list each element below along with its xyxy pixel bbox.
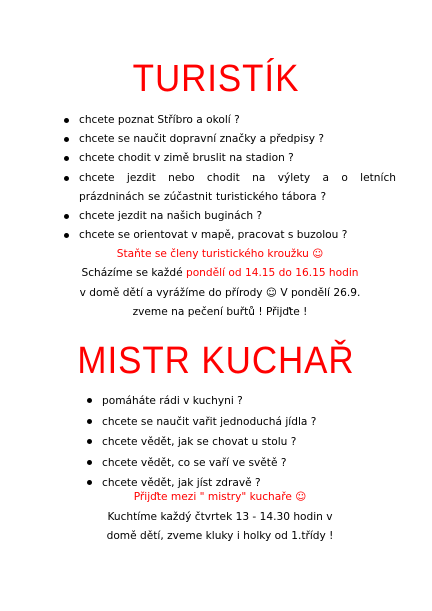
list-item: chcete se naučit vařit jednoduchá jídla ? [85, 412, 375, 433]
list-item: chcete se naučit dopravní značky a předpisy ? [62, 130, 396, 149]
list-item: chcete se orientovat v mapě, pracovat s buzolou ? [62, 226, 396, 245]
turistik-meeting-line [40, 264, 400, 283]
turistik-place-line: v domě dětí a vyrážíme do přírody ☺ V pondělí 26.9. [79, 286, 361, 299]
list-item: chcete vědět, jak jíst zdravě ? [85, 473, 375, 494]
list-item: chcete jezdit na našich buginách ? [62, 207, 396, 226]
list-item: chcete poznat Stříbro a okolí ? [62, 111, 396, 130]
kuchar-schedule-line: Kuchtíme každý čtvrtek 13 - 14.30 hodin v [107, 510, 333, 523]
list-item: pomáháte rádi v kuchyni ? [85, 391, 375, 412]
list-item: chcete jezdit nebo chodit na výlety a o letních prázdninách se zúčastnit turistického tábora ? [62, 169, 396, 207]
turistik-event-line: zveme na pečení buřtů ! Přijďte ! [132, 306, 308, 319]
turistik-invite: Staňte se členy turistického kroužku ☺ [116, 248, 324, 260]
meeting-prefix: Scházíme se každé [81, 267, 186, 280]
list-item: chcete vědět, jak se chovat u stolu ? [85, 432, 375, 453]
kuchar-info [60, 488, 380, 547]
turistik-info [40, 245, 400, 323]
list-item: chcete chodit v zimě bruslit na stadion ? [62, 149, 396, 168]
list-item: chcete vědět, co se vaří ve světě ? [85, 453, 375, 474]
kuchar-audience-line: domě dětí, zveme kluky i holky od 1.třídy ! [106, 530, 334, 543]
kuchar-question-list [85, 391, 375, 494]
kuchar-invite: Přijďte mezi " mistry" kuchaře ☺ [133, 491, 307, 503]
section-title-turistik: TURISTÍK [132, 58, 300, 100]
meeting-time: pondělí od 14.15 do 16.15 hodin [185, 267, 359, 280]
turistik-question-list [62, 111, 396, 245]
section-title-mistr-kuchar: MISTR KUCHAŘ [77, 340, 355, 382]
